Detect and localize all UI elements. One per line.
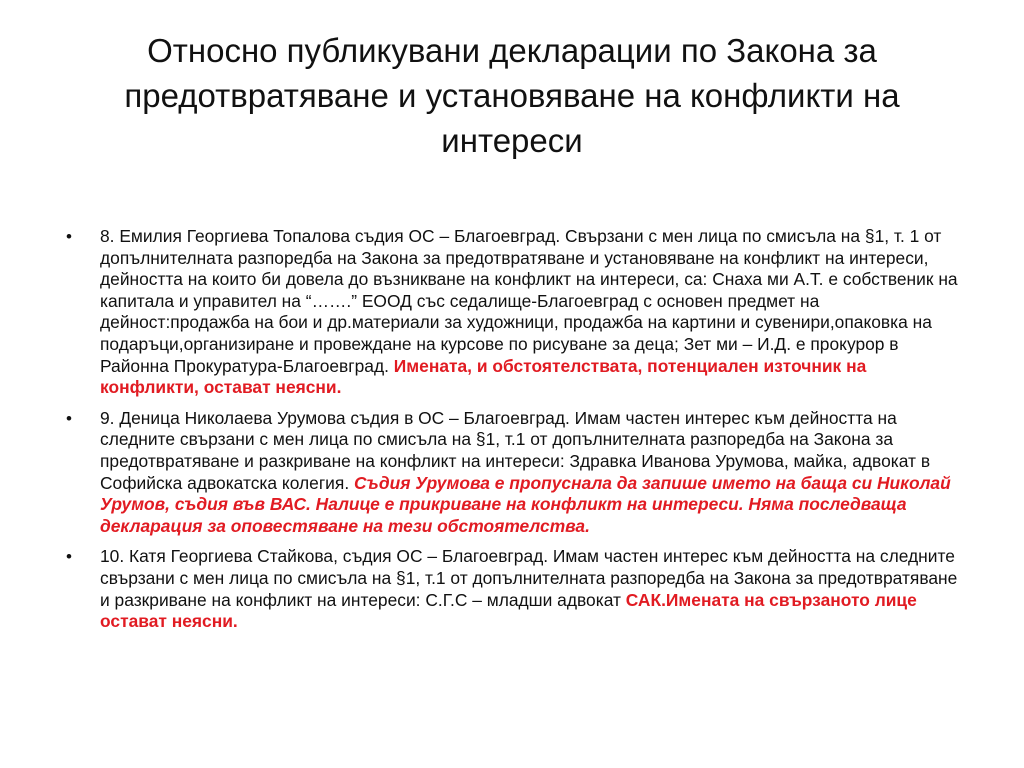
bullet-icon: •	[66, 408, 72, 428]
bullet-icon: •	[66, 227, 72, 246]
title-line-3: интереси	[441, 122, 583, 159]
bullet-list	[66, 226, 966, 642]
bullet-item-10	[66, 546, 966, 632]
title-line-2: предотвратяване и установяване на конфликти на	[124, 77, 900, 114]
bullet-item-10-text: 10. Катя Георгиева Стайкова, съдия ОС – Благоевград. Имам частен интерес към дейността на следните свързани с мен лица по смисъла на §1, т.1 от допълнителната разпоредба на Закона за предотвратяване и разкриване на конфликт на интереси: С.Г.С – младши адвокат	[100, 546, 958, 610]
bullet-icon: •	[66, 547, 72, 567]
title-line-1: Относно публикувани декларации по Закона за	[147, 32, 877, 69]
bullet-item-9-text: 9. Деница Николаева Урумова съдия в ОС – Благоевград. Имам частен интерес към дейността на следните свързани с мен лица по смисъла на §1, т.1 от допълнителната разпоредба на Закона за предотвратяване и разкриване на конфликт на интереси: Здравка Иванова Урумова, майка, адвокат в Софийска адвокатска колегия.	[100, 407, 931, 493]
bullet-item-9-highlight: Съдия Урумова е пропуснала да запише името на баща си Николай Урумов, съдия във ВАС. Налице е прикриване на конфликт на интереси. Няма последваща декларация за оповестяване на тези обстоятелства.	[100, 472, 951, 536]
bullet-item-8-highlight: Имената, и обстоятелствата, потенциален източник на конфликти, остават неясни.	[100, 355, 867, 398]
bullet-item-8-text: 8. Емилия Георгиева Топалова съдия ОС – Благоевград. Свързани с мен лица по смисъла на §1, т. 1 от допълнителната разпоредба на Закона за предотвратяване и установяване на конфликт на интереси, дейността на които би довела до възникване на конфликт на интереси, са: Снаха ми А.Т. е собственик на капитала и управител на “…….” ЕООД със седалище-Благоевград с основен предмет на дейност:продажба на бои и др.материали за художници, продажба на картини и сувенири,опаковка на подаръци,организиране и провеждане на курсове по рисуване за деца; Зет ми – И.Д. е прокурор в Районна Прокуратура-Благоевград.	[100, 226, 958, 376]
bullet-item-8	[66, 226, 966, 399]
bullet-item-10-highlight: САК.Имената на свързаното лице остават неясни.	[100, 589, 917, 632]
bullet-item-9	[66, 408, 966, 538]
slide-title	[70, 28, 954, 163]
